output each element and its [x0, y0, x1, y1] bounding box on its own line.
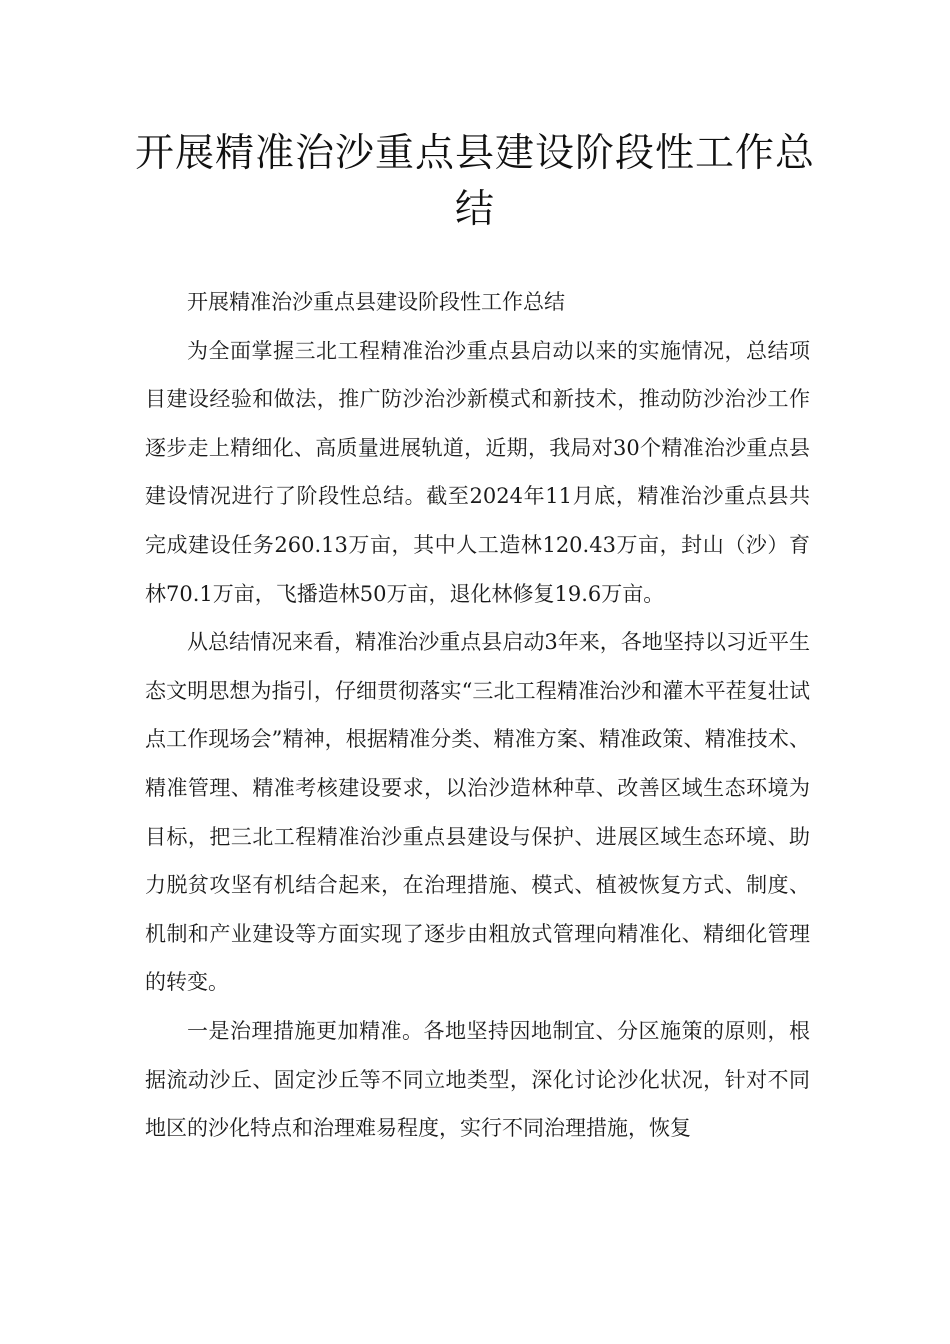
- document-title-line-2: 结: [454, 187, 495, 232]
- paragraph-summary: 从总结情况来看，精准治沙重点县启动3年来，各地坚持以习近平生态文明思想为指引，仔细贯彻落实“三北工程精准治沙和灌木平茬复壮试点工作现场会”精神，根据精准分类、精准方案、精准政策、精准技术、精准管理、精准考核建设要求，以治沙造林种草、改善区域生态环境为目标，把三北工程精准治沙重点县建设与保护、进展区域生态环境、助力脱贫攻坚有机结合起来，在治理措施、模式、植被恢复方式、制度、机制和产业建设等方面实现了逐步由粗放式管理向精准化、精细化管理的转变。: [145, 630, 810, 995]
- document-title-line-1: 开展精准治沙重点县建设阶段性工作总: [134, 131, 815, 176]
- paragraph-subtitle: 开展精准治沙重点县建设阶段性工作总结: [187, 290, 565, 314]
- document-body: [145, 278, 810, 1153]
- paragraph-overview: 为全面掌握三北工程精准治沙重点县启动以来的实施情况，总结项目建设经验和做法，推广防沙治沙新模式和新技术，推动防沙治沙工作逐步走上精细化、高质量进展轨道，近期，我局对30个精准治沙重点县建设情况进行了阶段性总结。截至2024年11月底，精准治沙重点县共完成建设任务260.13万亩，其中人工造林120.43万亩，封山（沙）育林70.1万亩，飞播造林50万亩，退化林修复19.6万亩。: [145, 338, 810, 606]
- document-title: [130, 126, 820, 238]
- paragraph-measures: 一是治理措施更加精准。各地坚持因地制宜、分区施策的原则，根据流动沙丘、固定沙丘等不同立地类型，深化讨论沙化状况，针对不同地区的沙化特点和治理难易程度，实行不同治理措施，恢复: [145, 1018, 810, 1141]
